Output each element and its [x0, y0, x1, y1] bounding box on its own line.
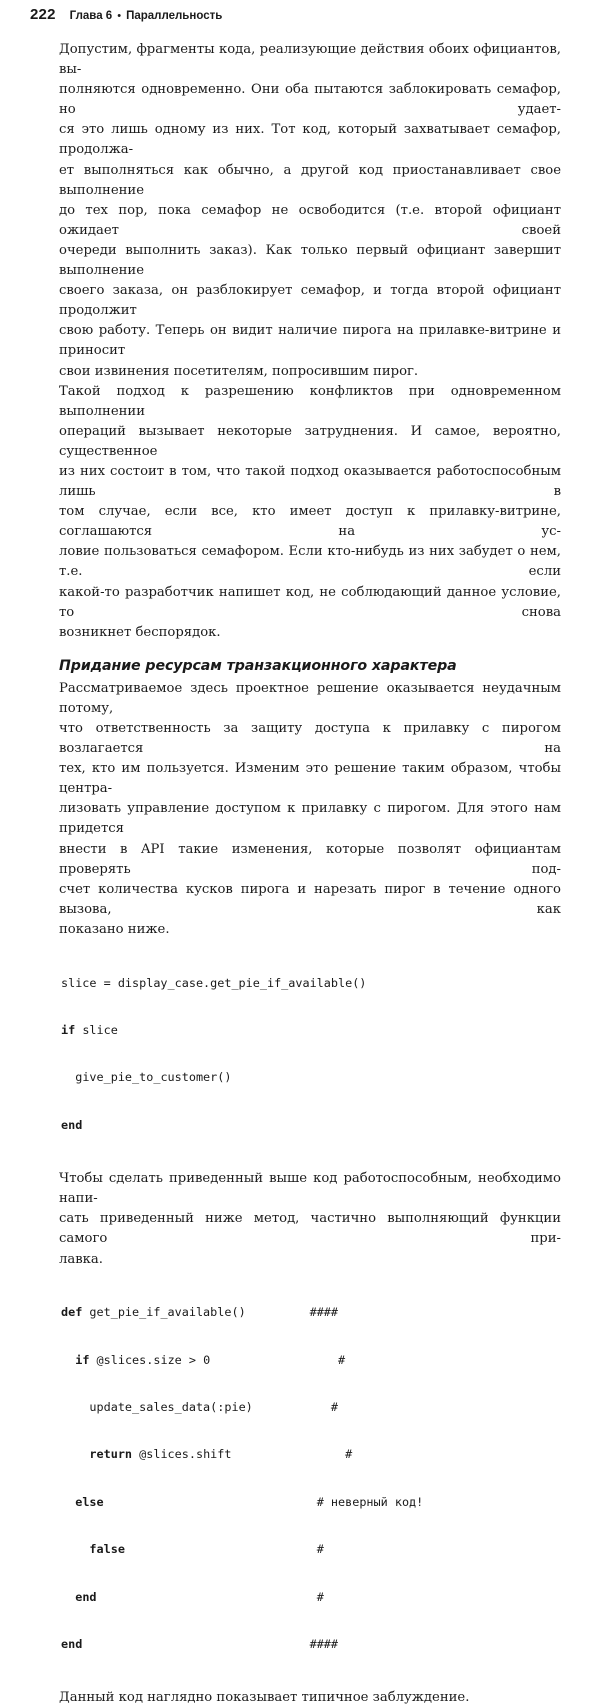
code-block-2: [59, 1274, 561, 1685]
text-line: показано ниже.: [59, 921, 170, 937]
text-line: свои извинения посетителям, попросившим пирог.: [59, 363, 419, 379]
text-line: Допустим, фрагменты кода, реализующие действия обоих официантов, вы-: [59, 42, 561, 78]
text-line: лавка.: [59, 1251, 103, 1267]
page-body: [59, 40, 561, 1708]
text-line: ся это лишь одному из них. Тот код, который захватывает семафор, продолжа-: [59, 122, 561, 158]
page-number: 222: [30, 6, 56, 23]
text-line: из них состоит в том, что такой подход оказывается работоспособным лишь в: [59, 463, 561, 500]
text-line: свою работу. Теперь он видит наличие пирога на прилавке-витрине и приносит: [59, 323, 561, 359]
text-line: ловие пользоваться семафором. Если кто-нибудь из них забудет о нем, т.е. если: [59, 544, 561, 580]
text-line: лизовать управление доступом к прилавку с пирогом. Для этого нам придется: [59, 801, 561, 837]
code-line: return @slices.shift #: [89, 1447, 353, 1462]
text-line: Данный код наглядно показывает типичное заблуждение.: [59, 1690, 470, 1706]
text-line: что ответственность за защиту доступа к прилавку с пирогом возлагается на: [59, 721, 561, 757]
text-line: внести в API такие изменения, которые позволят официантам проверять под-: [59, 841, 561, 877]
section-heading: Придание ресурсам транзакционного характера: [59, 657, 457, 674]
code-line: update_sales_data(:pie) #: [89, 1400, 339, 1415]
running-header: [30, 6, 222, 26]
code-line: def get_pie_if_available() ####: [61, 1305, 338, 1320]
text-line: счет количества кусков пирога и нарезать пирог в течение одного вызова, как: [59, 881, 561, 917]
code-line: else # неверный код!: [75, 1494, 424, 1509]
code-block-1: [59, 944, 561, 1165]
text-line: до тех пор, пока семафор не освободится (т.е. второй официант ожидает своей: [59, 202, 561, 238]
paragraph-2: [59, 382, 561, 643]
text-line: своего заказа, он разблокирует семафор, и тогда второй официант продолжит: [59, 283, 561, 319]
text-line: Чтобы сделать приведенный выше код работоспособным, необходимо напи-: [59, 1171, 561, 1207]
code-line: if slice: [61, 1023, 118, 1038]
paragraph-3: [59, 679, 561, 940]
text-line: Такой подход к разрешению конфликтов при одновременном выполнении: [59, 383, 561, 419]
code-line: false #: [89, 1542, 324, 1557]
text-line: Рассматриваемое здесь проектное решение оказывается неудачным потому,: [59, 680, 561, 716]
text-line: полняются одновременно. Они оба пытаются заблокировать семафор, но удает-: [59, 82, 561, 118]
paragraph-4: [59, 1169, 561, 1269]
header-separator: •: [117, 10, 122, 22]
code-line: end #: [75, 1589, 324, 1604]
text-line: какой-то разработчик напишет код, не соблюдающий данное условие, то снова: [59, 584, 561, 620]
code-line: end ####: [61, 1636, 338, 1651]
text-line: операций вызывает некоторые затруднения. И самое, вероятно, существенное: [59, 423, 561, 459]
code-line: if @slices.size > 0 #: [75, 1352, 346, 1367]
code-line: slice = display_case.get_pie_if_available(): [61, 975, 367, 990]
text-line: очереди выполнить заказ). Как только первый официант завершит выполнение: [59, 242, 561, 279]
text-line: том случае, если все, кто имеет доступ к прилавку-витрине, соглашаются на ус-: [59, 504, 561, 540]
text-line: тех, кто им пользуется. Изменим это решение таким образом, чтобы центра-: [59, 761, 561, 797]
section-label: Параллельность: [126, 10, 223, 22]
text-line: возникнет беспорядок.: [59, 624, 221, 640]
chapter-label: Глава 6: [69, 10, 113, 22]
text-line: сать приведенный ниже метод, частично выполняющий функции самого при-: [59, 1211, 561, 1247]
code-line: end: [61, 1117, 83, 1132]
paragraph-1: [59, 40, 561, 382]
code-line: give_pie_to_customer(): [75, 1070, 232, 1085]
paragraph-5: [59, 1688, 561, 1708]
text-line: ет выполняться как обычно, а другой код приостанавливает свое выполнение: [59, 162, 561, 198]
